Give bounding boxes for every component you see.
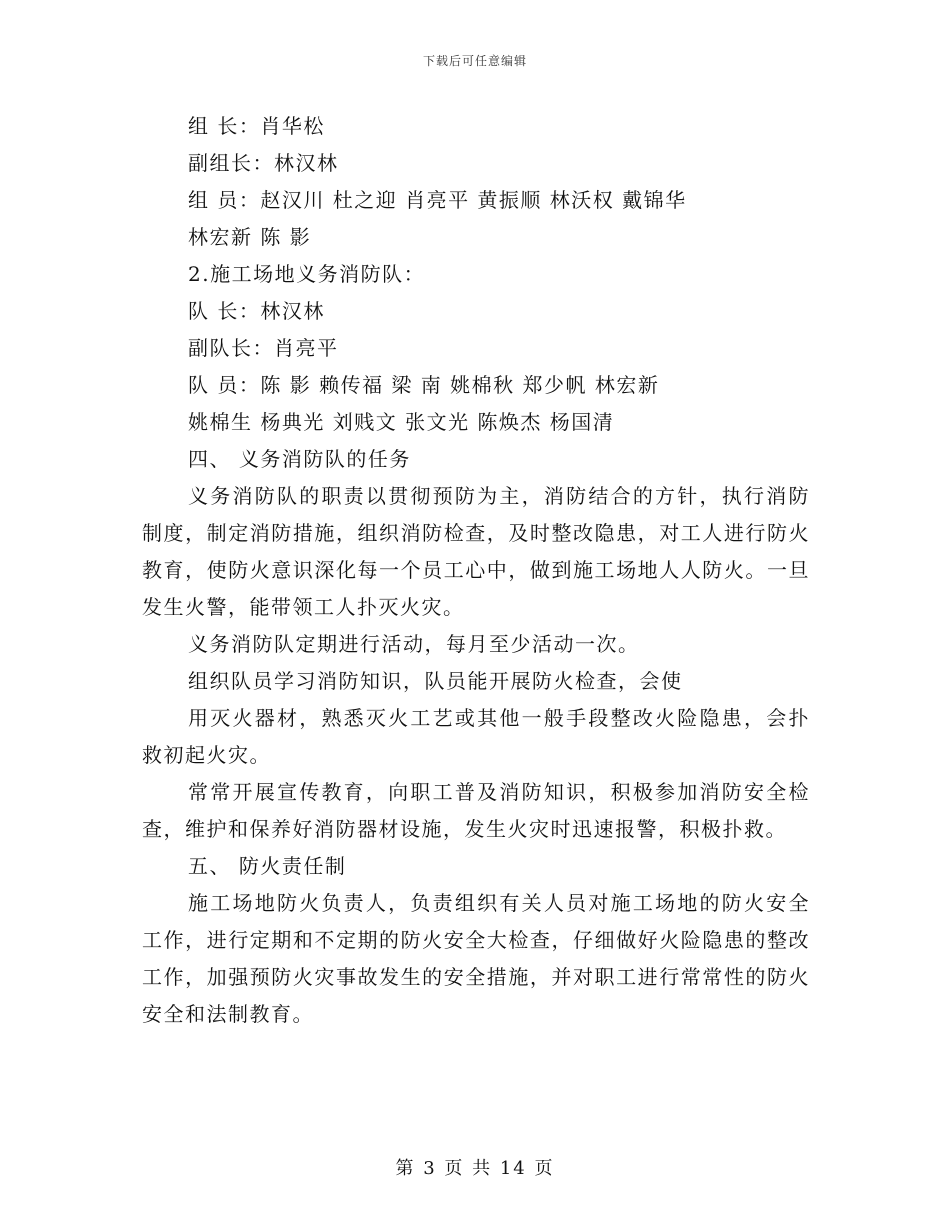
captain-line: 队 长：林汉林 — [188, 299, 325, 323]
vice-captain-line: 副队长：肖亮平 — [188, 336, 339, 360]
document-body — [142, 108, 810, 1033]
brigade-members-continued-line: 姚棉生 杨典光 刘贱文 张文光 陈焕杰 杨国清 — [188, 410, 615, 434]
paragraph-equipment: 用灭火器材，熟悉灭火工艺或其他一般手段整改火险隐患，会扑救初起火灾。 — [142, 706, 810, 767]
brigade-members-line: 队 员：陈 影 赖传福 梁 南 姚棉秋 郑少帆 林宏新 — [188, 373, 660, 397]
section-five-heading: 五、 防火责任制 — [188, 854, 347, 878]
members-continued-line: 林宏新 陈 影 — [188, 225, 312, 249]
paragraph-duties: 义务消防队的职责以贯彻预防为主，消防结合的方针，执行消防制度，制定消防措施，组织消防检查，及时整改隐患，对工人进行防火教育，使防火意识深化每一个员工心中，做到施工场地人人防火。一旦发生火警，能带领工人扑灭火灾。 — [142, 484, 810, 619]
members-line: 组 员：赵汉川 杜之迎 肖亮平 黄振顺 林沃权 戴锦华 — [188, 188, 687, 212]
page-header: 下载后可任意编辑 — [422, 54, 527, 68]
paragraph-responsibility: 施工场地防火负责人，负责组织有关人员对施工场地的防火安全工作，进行定期和不定期的防火安全大检查，仔细做好火险隐患的整改工作，加强预防火灾事故发生的安全措施，并对职工进行常常性的防火安全和法制教育。 — [142, 891, 810, 1026]
page-number-footer: 第 3 页 共 14 页 — [395, 1158, 555, 1179]
paragraph-training: 组织队员学习消防知识，队员能开展防火检查，会使 — [188, 669, 683, 693]
section-four-heading: 四、 义务消防队的任务 — [188, 447, 411, 471]
section-fire-brigade-heading: 2.施工场地义务消防队： — [188, 262, 426, 286]
paragraph-education: 常常开展宣传教育，向职工普及消防知识，积极参加消防安全检查，维护和保养好消防器材设施，发生火灾时迅速报警，积极扑救。 — [142, 780, 810, 841]
deputy-leader-line: 副组长：林汉林 — [188, 151, 339, 175]
leader-line: 组 长：肖华松 — [188, 114, 325, 138]
paragraph-activities: 义务消防队定期进行活动，每月至少活动一次。 — [188, 632, 640, 656]
